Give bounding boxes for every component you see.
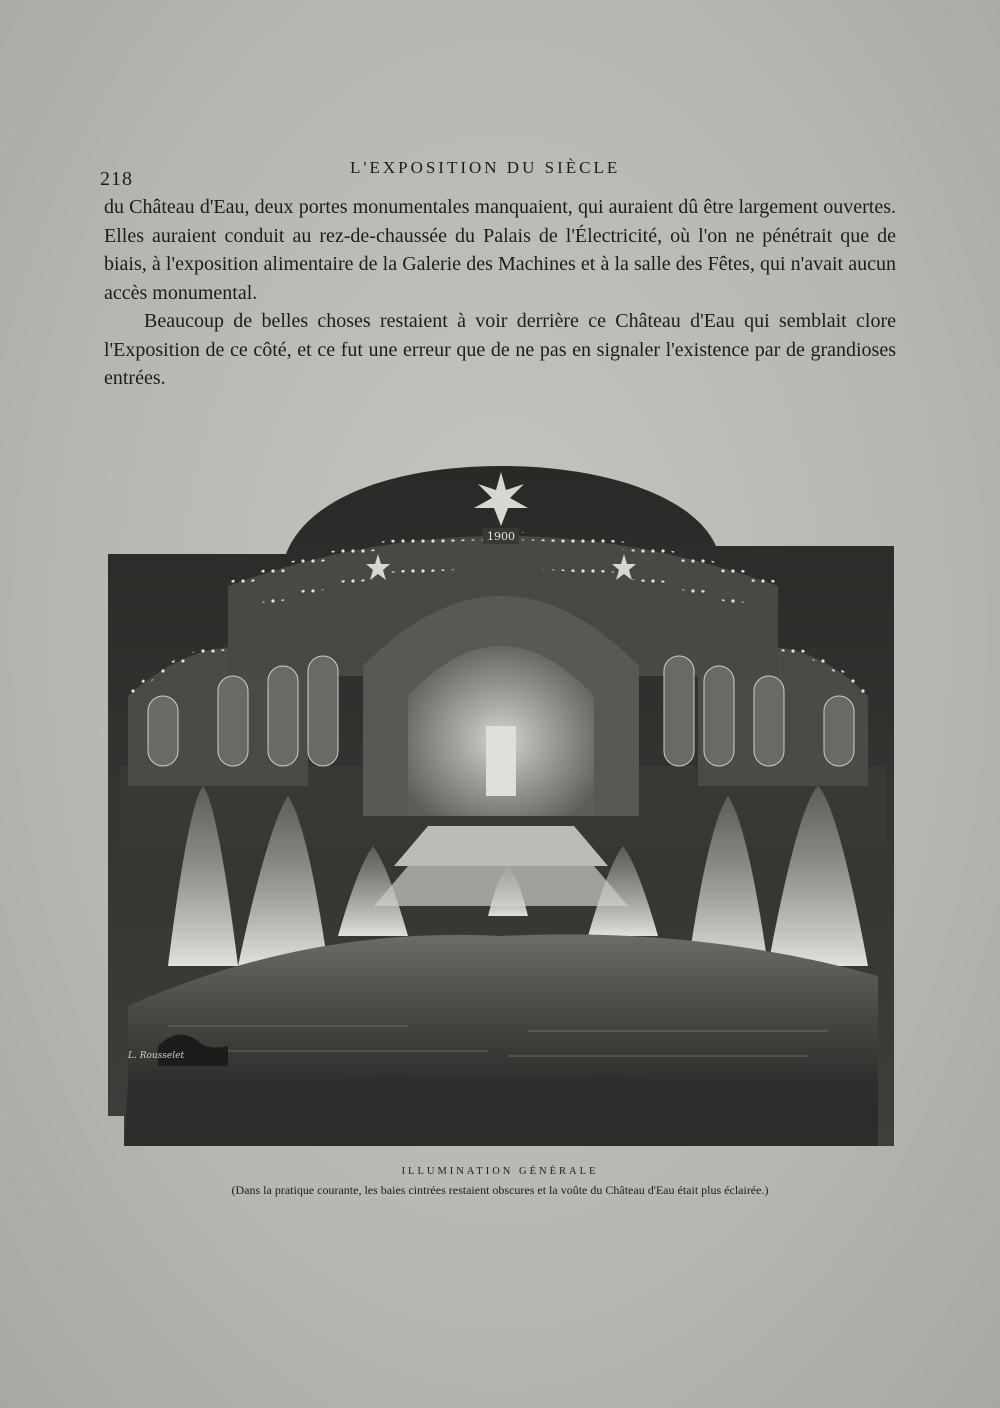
caption-title: ILLUMINATION GÉNÉRALE: [401, 1166, 599, 1177]
caption-note: (Dans la pratique courante, les baies cintrées restaient obscures et la voûte du Château d'Eau était plus éclairée.): [231, 1183, 769, 1197]
running-title: L'EXPOSITION DU SIÈCLE: [350, 158, 621, 177]
artist-signature: L. Rousselet: [128, 1051, 185, 1061]
chateau-deau-illustration: [108, 466, 894, 1146]
page-number: 218: [100, 168, 133, 190]
paragraph: du Château d'Eau, deux portes monumentales manquaient, qui auraient dû être largement ouvertes. Elles auraient conduit au rez-de-chaussée du Palais de l'Électricité, où l'on ne pénétrait que de biais, à l'exposition alimentaire de la Galerie des Machines et à la salle des Fêtes, qui n'avait aucun accès monumental.: [104, 196, 896, 304]
paragraph: Beaucoup de belles choses restaient à voir derrière ce Château d'Eau qui semblait clore l'Exposition de ce côté, et ce fut une erreur que de ne pas en signaler l'existence par de grandioses entrées.: [104, 310, 896, 389]
illustration-plate: [108, 466, 894, 1146]
figure-caption: [120, 1166, 880, 1198]
illustration-inscription: 1900: [487, 530, 515, 543]
body-text: [104, 193, 896, 393]
running-head: [100, 158, 900, 188]
